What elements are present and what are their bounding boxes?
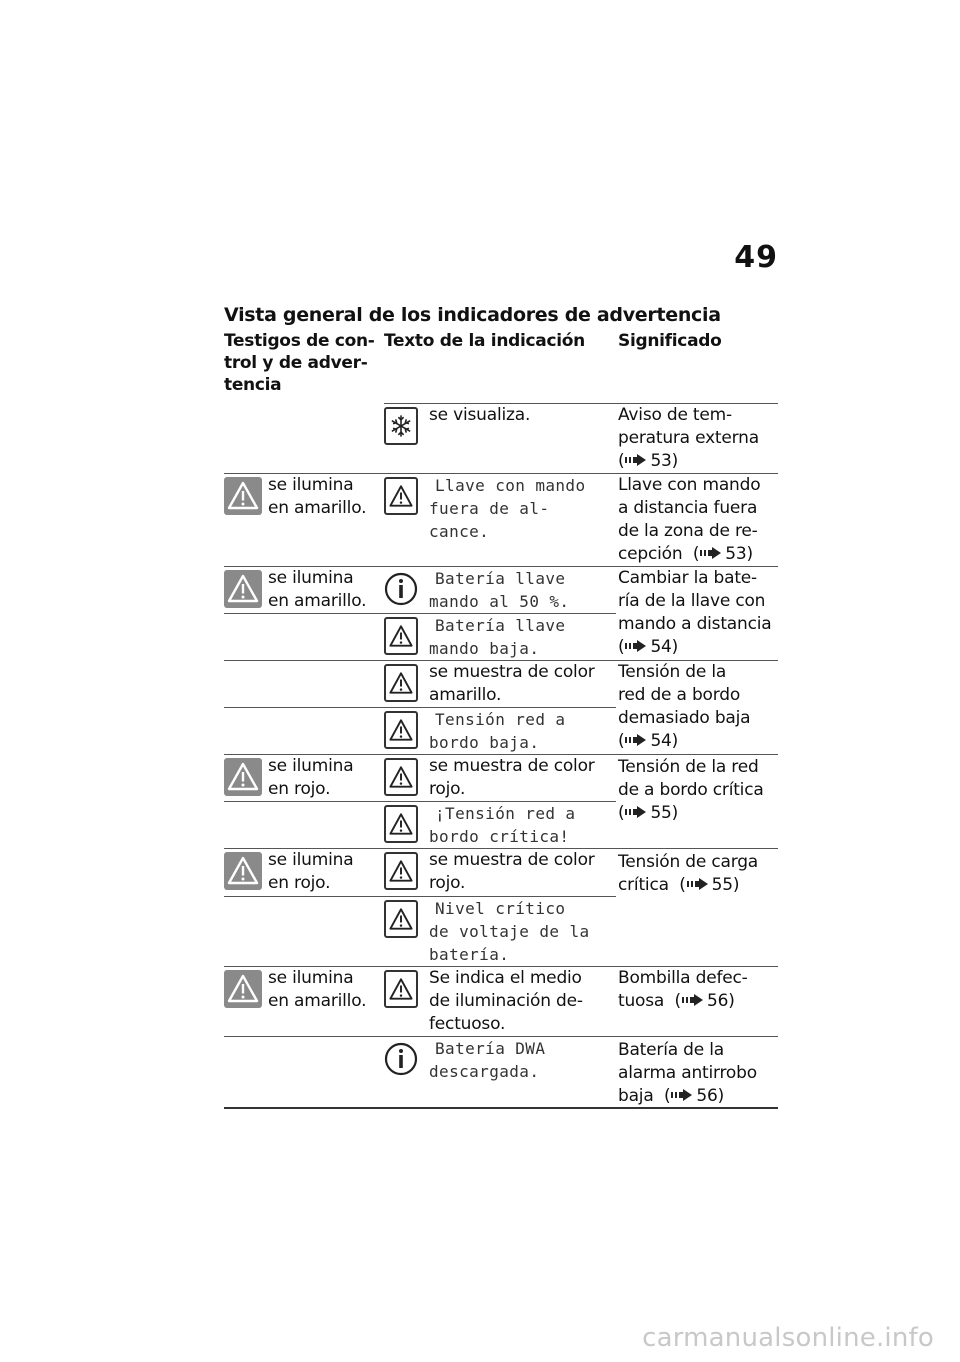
warning-triangle-icon [224,852,262,890]
info-icon [384,1040,418,1078]
page-number: 49 [734,240,778,275]
warning-triangle-icon [224,570,262,608]
meaning-text: Llave con mando a distancia fuera de la zona de re- cepción ( 53) [618,475,761,564]
warning-triangle-icon [384,617,418,655]
warning-triangle-icon [224,758,262,796]
page-reference-arrow-icon [681,993,707,1007]
indicator-text: se ilumina en amarillo. [268,475,367,518]
warning-triangle-icon [384,805,418,843]
display-text: se muestra de color rojo. [429,756,595,799]
indicator-text: se ilumina en amarillo. [268,968,367,1011]
display-text: Llave con mando fuera de al- cance. [429,476,586,541]
display-text: Tensión red a bordo baja. [429,710,566,752]
warning-triangle-icon [384,852,418,890]
meaning-text: Bombilla defec- tuosa ( 56) [618,968,748,1011]
meaning-text: Tensión de carga crítica ( 55) [618,852,759,895]
warning-triangle-icon [224,477,262,515]
warning-triangle-icon [384,664,418,702]
display-text: Se indica el medio de iluminación de- fectuoso. [429,968,583,1034]
indicator-text: se ilumina en rojo. [268,756,354,799]
watermark: carmanualsonline.info [642,1323,934,1353]
display-text: Nivel crítico de voltaje de la batería. [429,899,590,964]
display-text: Batería llave mando al 50 %. [429,569,570,611]
column-header-meaning: Significado [618,331,722,351]
display-text: se muestra de color amarillo. [429,662,595,705]
display-text: Batería llave mando baja. [429,616,566,658]
warning-triangle-icon [384,970,418,1008]
section-title: Vista general de los indicadores de advertencia [224,304,721,326]
page-reference-arrow-icon [699,546,725,560]
page-reference-arrow-icon [624,639,650,653]
indicator-text: se ilumina en rojo. [268,850,354,893]
snowflake-icon [384,407,418,445]
meaning-text: Batería de la alarma antirrobo baja ( 56) [618,1040,757,1106]
warning-triangle-icon [384,711,418,749]
column-header-display-text: Texto de la indicación [384,331,585,351]
page-reference-arrow-icon [686,877,712,891]
meaning-text: Aviso de tem- peratura externa ( 53) [618,405,759,471]
meaning-text: Cambiar la bate- ría de la llave con mando a distancia ( 54) [618,568,772,657]
display-text: Batería DWA descargada. [429,1039,546,1081]
info-icon [384,570,418,608]
warning-triangle-icon [384,477,418,515]
page-reference-arrow-icon [624,805,650,819]
warning-triangle-icon [384,900,418,938]
display-text: ¡Tensión red a bordo crítica! [429,804,576,846]
meaning-text: Tensión de la red de a bordo demasiado baja ( 54) [618,662,751,751]
column-header-indicator-lights: Testigos de con- trol y de adver- tencia [224,331,375,395]
page-reference-arrow-icon [670,1088,696,1102]
display-text: se muestra de color rojo. [429,850,595,893]
indicator-text: se ilumina en amarillo. [268,568,367,611]
meaning-text: Tensión de la red de a bordo crítica ( 55) [618,757,764,823]
display-text: se visualiza. [429,405,531,425]
page-reference-arrow-icon [624,733,650,747]
warning-triangle-icon [384,758,418,796]
warning-triangle-icon [224,970,262,1008]
page-reference-arrow-icon [624,453,650,467]
